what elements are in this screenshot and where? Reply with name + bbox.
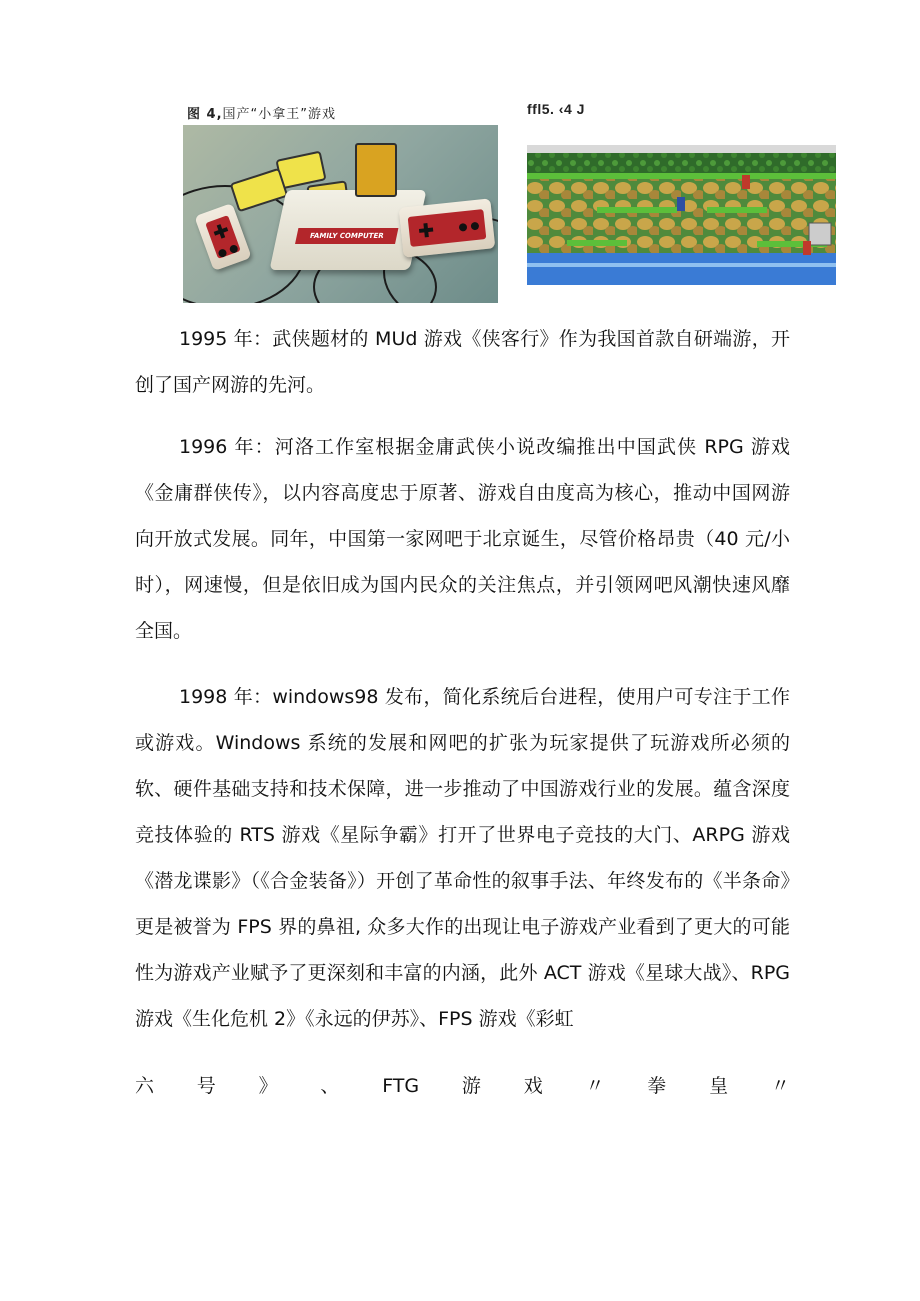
console-brand-band: FAMILY COMPUTER xyxy=(295,228,398,244)
line-token: 号 xyxy=(196,1075,216,1097)
line-token: 》 xyxy=(258,1075,278,1097)
console-cartridge xyxy=(355,143,397,197)
line-token: 拳 xyxy=(647,1075,667,1097)
console-photo xyxy=(183,125,498,303)
paragraph-1995: 1995 年：武侠题材的 MUd 游戏《侠客行》作为我国首款自研端游，开创了国产网游的先河。 xyxy=(135,328,790,396)
paragraph-1998: 1998 年：windows98 发布，简化系统后台进程，使用户可专注于工作或游戏。Windows 系统的发展和网吧的扩张为玩家提供了玩游戏所必须的软、硬件基础支持和技术保障，进一步推动了中国游戏行业的发展。蕴含深度竞技体验的 RTS 游戏《星际争霸》打开了世界电子竞技的大门、ARPG 游戏《潜龙谍影》（《合金装备》）开创了革命性的叙事手法、年终发布的《半条命》更是被誉为 FPS 界的鼻祖, 众多大作的出现让电子游戏产业看到了更大的可能性为游戏产业赋予了更深刻和丰富的内涵，此外 ACT 游戏《星球大战》、RPG 游戏《生化危机 2》《永远的伊苏》、FPS 游戏《彩虹 xyxy=(135,686,790,1030)
line-token: FTG xyxy=(382,1075,420,1097)
line-token: 皇 xyxy=(709,1075,729,1097)
line-token: 戏 xyxy=(523,1075,543,1097)
line-token: 、 xyxy=(320,1075,340,1097)
line-token: 六 xyxy=(135,1075,155,1097)
figure-caption-left: 图 4,国产“小拿王”游戏 xyxy=(187,107,336,122)
line-token: 游 xyxy=(461,1075,481,1097)
line-token: 〃 xyxy=(585,1075,605,1097)
paragraph-1996: 1996 年：河洛工作室根据金庸武侠小说改编推出中国武侠 RPG 游戏《金庸群侠传》，以内容高度忠于原著、游戏自由度高为核心，推动中国网游向开放式发展。同年，中国第一家网吧于北京诞生，尽管价格昂贵（40 元/小时），网速慢，但是依旧成为国内民众的关注焦点，并引领网吧风潮快速风靡全国。 xyxy=(135,436,790,642)
justified-last-line xyxy=(135,1063,790,1109)
controller-right xyxy=(399,198,496,257)
game-screenshot xyxy=(527,145,836,285)
line-token: 〃 xyxy=(770,1075,790,1097)
figure-caption-right: ffl5. ‹4 J xyxy=(527,101,585,117)
